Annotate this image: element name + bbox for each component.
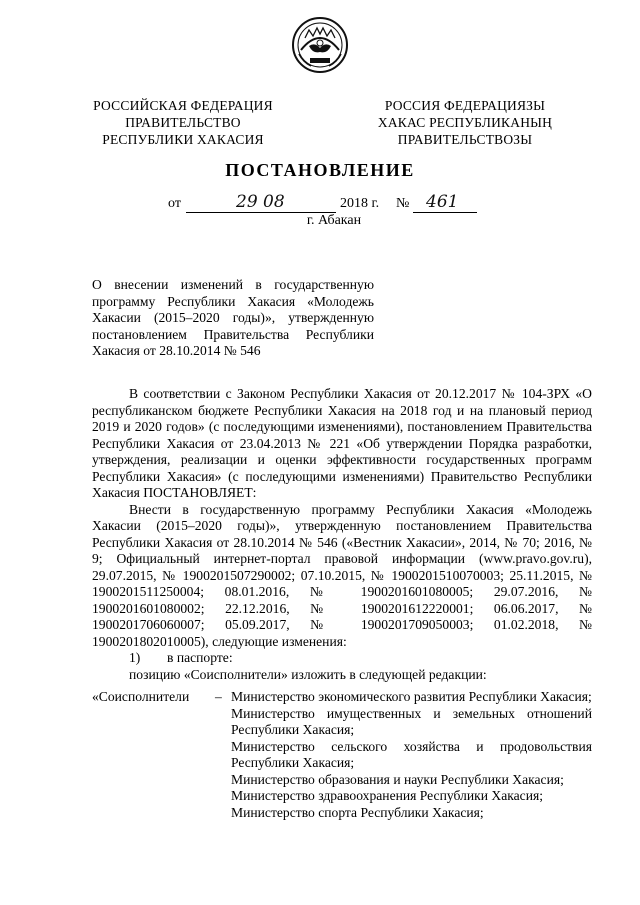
coat-of-arms-emblem-icon — [291, 16, 349, 74]
position-item: Министерство имущественных и земельных отношений Республики Хакасия; — [231, 705, 592, 737]
list-item-number: 1) — [129, 650, 141, 665]
document-body — [92, 386, 592, 821]
date-from-label: от — [168, 196, 181, 211]
document-title: ПОСТАНОВЛЕНИЕ — [225, 160, 415, 180]
number-label: № — [396, 196, 410, 211]
position-dash: – — [215, 689, 222, 704]
header-left-line-3: РЕСПУБЛИКИ ХАКАСИЯ — [102, 132, 264, 147]
position-label: «Соисполнители — [92, 689, 190, 704]
header-left-line-2: ПРАВИТЕЛЬСТВО — [125, 115, 241, 130]
body-paragraph-1: В соответствии с Законом Республики Хакасия от 20.12.2017 № 104-ЗРХ «О республиканском бюджете Республики Хакасия на 2018 год и на плановый период 2019 и 2020 годов» (с последующими изменениями), постановлением Правительства Республики Хакасия от 23.04.2013 № 221 «Об утверждении Порядка разработки, утверждения, реализации и оценки эффективности государственных программ Республики Хакасия» (с последующими изменениями) Правительство Республики Хакасия ПОСТАНОВЛЯЕТ: — [92, 386, 592, 500]
date-year: 2018 г. — [340, 196, 380, 211]
position-item: Министерство спорта Республики Хакасия; — [231, 804, 484, 820]
position-item: Министерство экономического развития Республики Хакасия; — [231, 689, 592, 704]
position-items — [231, 689, 592, 821]
body-paragraph-2: Внести в государственную программу Республики Хакасия «Молодежь Хакасии (2015–2020 годы)», утвержденную постановлением Правительства Республики Хакасия от 28.10.2014 № 546 («Вестник Хакасии», 2014, № 70; 2016, № 9; Официальный интернет-портал правовой информации (www.pravo.gov.ru), 29.07.2015, № 1900201507290002; 07.10.2015, № 1900201510070003; 25.11.2015, № 1900201511250004; 08.01.2016, № 1900201601080005; 29.07.2016, № 1900201601080002; 22.12.2016, № 1900201612220001; 06.06.2017, № 1900201706060007; 05.09.2017, № 1900201709050003; 01.02.2018, № 1900201802010005), следующие изменения: — [92, 501, 592, 649]
number-handwritten: 461 — [426, 192, 459, 212]
list-item-text: в паспорте: — [167, 650, 233, 665]
header-left-block — [78, 97, 288, 148]
header-left-line-1: РОССИЙСКАЯ ФЕДЕРАЦИЯ — [93, 98, 273, 113]
body-paragraph-3: позицию «Соисполнители» изложить в следующей редакции: — [129, 666, 487, 682]
document-subject: О внесении изменений в государственную программу Республики Хакасия «Молодежь Хакасии (2015–2020 годы)», утвержденную постановлением Правительства Республики Хакасия от 28.10.2014 № 546 — [92, 277, 374, 358]
position-block — [92, 689, 592, 821]
header-right-line-3: ПРАВИТЕЛЬСТВОЗЫ — [397, 132, 533, 147]
header-right-block — [360, 97, 570, 148]
position-item: Министерство образования и науки Республики Хакасия; — [231, 771, 564, 787]
city-name: г. Абакан — [306, 213, 362, 228]
position-item: Министерство сельского хозяйства и продовольствия Республики Хакасия; — [231, 738, 592, 770]
header-right-line-1: РОССИЯ ФЕДЕРАЦИЯЗЫ — [384, 98, 546, 113]
date-handwritten: 29 08 — [236, 192, 285, 212]
header-right-line-2: ХАКАС РЕСПУБЛИКАНЫҢ — [377, 115, 553, 130]
position-item: Министерство здравоохранения Республики Хакасия; — [231, 788, 544, 803]
list-item-1 — [92, 650, 592, 667]
